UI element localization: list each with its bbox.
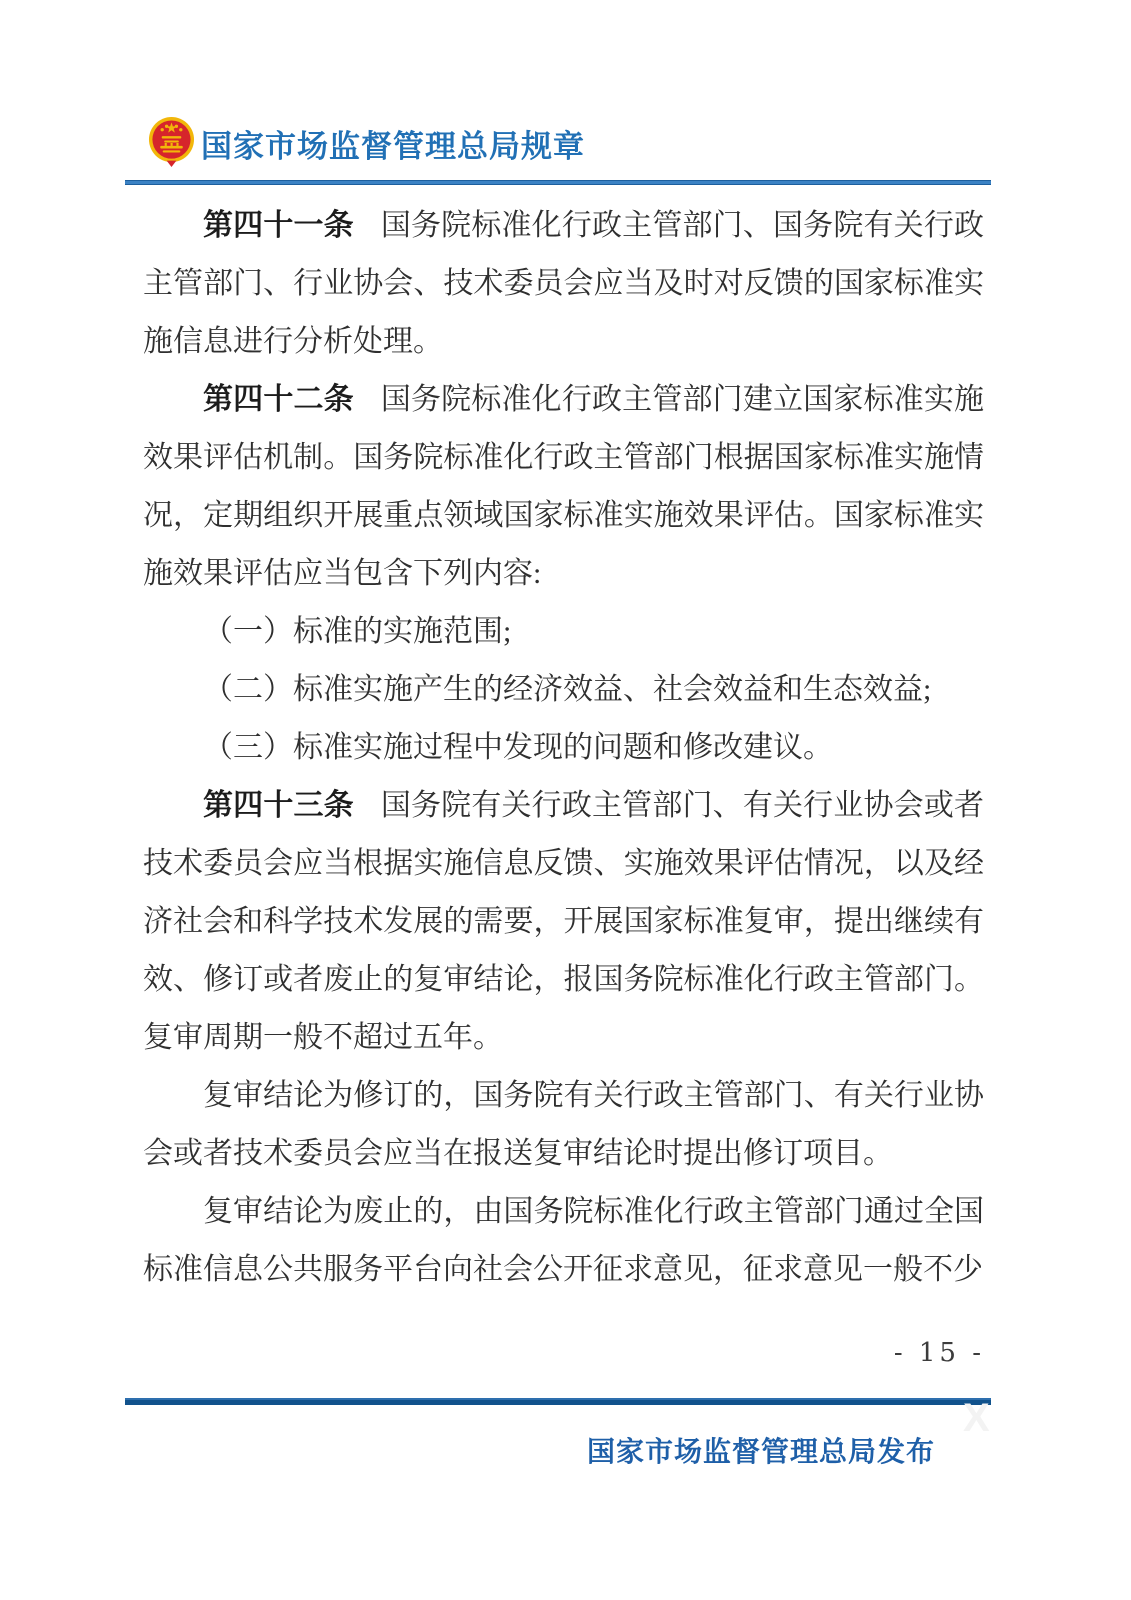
list-item-1 xyxy=(143,603,984,661)
paragraph-text: （一）标准的实施范围; xyxy=(203,615,512,648)
list-item-3 xyxy=(143,719,984,777)
paragraph-abolition xyxy=(143,1183,984,1299)
document-header-title: 国家市场监督管理总局规章 xyxy=(201,129,585,164)
paragraph-text: 国务院标准化行政主管部门、国务院有关行政主管部门、行业协会、技术委员会应当及时对反馈的国家标准实施信息进行分析处理。 xyxy=(143,209,985,358)
paragraph-article-41 xyxy=(143,197,984,371)
footer-rule xyxy=(125,1398,991,1405)
paragraph-text: （二）标准实施产生的经济效益、社会效益和生态效益; xyxy=(203,673,932,706)
publisher-line: 国家市场监督管理总局发布 xyxy=(586,1437,935,1468)
paragraph-text: 复审结论为修订的，国务院有关行政主管部门、有关行业协会或者技术委员会应当在报送复审结论时提出修订项目。 xyxy=(143,1079,984,1170)
page-number: - 15 - xyxy=(893,1338,985,1368)
faint-x-watermark: X xyxy=(963,1396,990,1440)
national-emblem-icon xyxy=(148,116,195,168)
document-body xyxy=(143,197,984,1299)
paragraph-article-43 xyxy=(143,777,984,1067)
paragraph-article-42 xyxy=(143,371,984,603)
paragraph-text: （三）标准实施过程中发现的问题和修改建议。 xyxy=(203,731,833,764)
paragraph-text: 复审结论为废止的，由国务院标准化行政主管部门通过全国标准信息公共服务平台向社会公开征求意见，征求意见一般不少 xyxy=(143,1195,984,1286)
paragraph-revision xyxy=(143,1067,984,1183)
list-item-2 xyxy=(143,661,984,719)
article-number: 第四十一条 xyxy=(203,209,354,242)
paragraph-text: 国务院有关行政主管部门、有关行业协会或者技术委员会应当根据实施信息反馈、实施效果评估情况，以及经济社会和科学技术发展的需要，开展国家标准复审，提出继续有效、修订或者废止的复审结论，报国务院标准化行政主管部门。复审周期一般不超过五年。 xyxy=(143,789,985,1054)
header-rule xyxy=(125,180,991,185)
article-number: 第四十三条 xyxy=(203,789,354,822)
paragraph-text: 国务院标准化行政主管部门建立国家标准实施效果评估机制。国务院标准化行政主管部门根据国家标准实施情况，定期组织开展重点领域国家标准实施效果评估。国家标准实施效果评估应当包含下列内容: xyxy=(143,383,985,590)
article-number: 第四十二条 xyxy=(203,383,354,416)
